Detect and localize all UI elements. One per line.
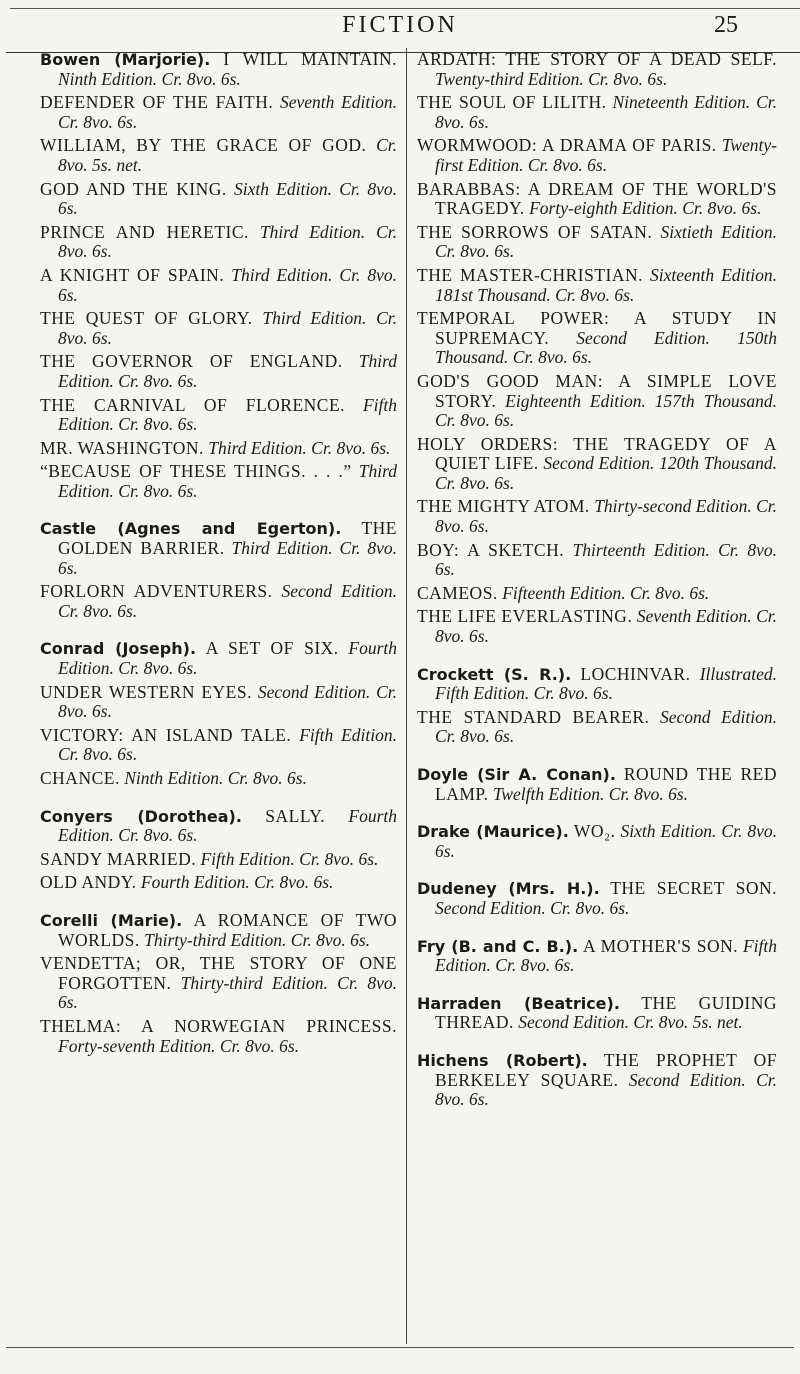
author-block — [417, 665, 777, 747]
author-name: Corelli (Marie). — [40, 910, 183, 930]
catalogue-entry — [40, 769, 397, 789]
author-block — [417, 879, 777, 918]
book-title: THE STANDARD BEARER. — [417, 706, 650, 727]
author-block — [417, 994, 777, 1033]
catalogue-entry — [40, 50, 397, 89]
catalogue-entry — [40, 726, 397, 765]
catalogue-entry — [417, 223, 777, 262]
catalogue-entry — [40, 582, 397, 621]
running-head: FICTION — [342, 12, 458, 38]
author-block — [417, 765, 777, 804]
catalogue-entry — [417, 180, 777, 219]
catalogue-entry — [40, 266, 397, 305]
book-title: SANDY MARRIED. — [40, 848, 197, 869]
edition-details: Thirty-third Edition. Cr. 8vo. 6s. — [58, 972, 397, 1013]
edition-details: Forty-eighth Edition. Cr. 8vo. 6s. — [529, 198, 762, 219]
catalogue-entry — [40, 807, 397, 846]
book-title: ROUND THE RED LAMP. — [435, 764, 778, 804]
edition-details: Eighteenth Edition. 157th Thousand. Cr. 8vo. 6s. — [435, 390, 777, 431]
book-title: THE GUIDING THREAD. — [435, 992, 777, 1033]
left-column — [40, 50, 397, 1060]
book-title: BARABBAS: A DREAM OF THE WORLD'S TRAGEDY. — [417, 178, 777, 219]
catalogue-entry — [417, 497, 777, 536]
book-title: FORLORN ADVENTURERS. — [40, 581, 273, 602]
author-name: Doyle (Sir A. Conan). — [417, 765, 616, 784]
edition-details: Fifteenth Edition. Cr. 8vo. 6s. — [502, 582, 710, 603]
book-title: A KNIGHT OF SPAIN. — [40, 264, 225, 285]
edition-details: Ninth Edition. Cr. 8vo. 6s. — [58, 68, 241, 89]
author-name: Conrad (Joseph). — [40, 639, 197, 659]
book-title: OLD ANDY. — [40, 872, 137, 893]
book-title: WO₂. — [573, 821, 616, 842]
edition-details: Seventh Edition. Cr. 8vo. 6s. — [58, 92, 398, 132]
catalogue-entry — [417, 879, 777, 918]
edition-details: Twenty-first Edition. Cr. 8vo. 6s. — [435, 135, 777, 175]
book-title: A MOTHER'S SON. — [583, 935, 739, 956]
edition-details: Thirty-third Edition. Cr. 8vo. 6s. — [144, 929, 371, 950]
author-name: Fry (B. and C. B.). — [417, 936, 579, 956]
author-name: Hichens (Robert). — [417, 1050, 588, 1070]
book-title: GOD'S GOOD MAN: A SIMPLE LOVE STORY. — [417, 370, 777, 411]
author-block — [417, 937, 777, 976]
author-block — [40, 639, 397, 788]
book-title: CHANCE. — [40, 768, 120, 788]
edition-details: Fifth Edition. Cr. 8vo. 6s. — [58, 394, 398, 435]
page-number: 25 — [714, 12, 738, 38]
book-title: THE SECRET SON. — [610, 878, 778, 899]
book-title: LOCHINVAR. — [580, 663, 691, 684]
edition-details: Second Edition. Cr. 8vo. 6s. — [435, 897, 630, 918]
book-title: BOY: A SKETCH. — [417, 539, 565, 560]
book-title: GOD AND THE KING. — [40, 178, 227, 199]
edition-details: Second Edition. 120th Thousand. Cr. 8vo. 6s. — [435, 453, 778, 493]
catalogue-entry — [417, 372, 777, 431]
book-title: DEFENDER OF THE FAITH. — [40, 92, 274, 113]
book-title: THE QUEST OF GLORY. — [40, 308, 253, 329]
edition-details: Seventh Edition. Cr. 8vo. 6s. — [435, 606, 777, 647]
book-title: THE SORROWS OF SATAN. — [417, 221, 653, 242]
edition-details: Fourth Edition. Cr. 8vo. 6s. — [58, 805, 398, 846]
book-title: THE GOLDEN BARRIER. — [58, 518, 398, 559]
book-title: A SET OF SIX. — [205, 638, 339, 659]
book-title: CAMEOS. — [417, 582, 498, 603]
edition-details: Twenty-third Edition. Cr. 8vo. 6s. — [435, 68, 668, 89]
author-block — [40, 807, 397, 893]
catalogue-entry — [40, 396, 397, 435]
book-title: THE PROPHET OF BERKELEY SQUARE. — [435, 1049, 777, 1090]
book-title: PRINCE AND HERETIC. — [40, 221, 249, 242]
catalogue-entry — [417, 136, 777, 175]
edition-details: Second Edition. Cr. 8vo. 6s. — [58, 581, 397, 621]
edition-details: Sixth Edition. Cr. 8vo. 6s. — [58, 178, 398, 219]
edition-details: Third Edition. Cr. 8vo. 6s. — [58, 351, 397, 391]
edition-details: Third Edition. Cr. 8vo. 6s. — [58, 461, 398, 501]
edition-details: Third Edition. Cr. 8vo. 6s. — [58, 538, 398, 578]
page-header — [0, 12, 800, 42]
book-title: WILLIAM, BY THE GRACE OF GOD. — [40, 135, 367, 156]
catalogue-entry — [40, 462, 397, 501]
author-name: Bowen (Marjorie). — [40, 50, 211, 69]
edition-details: Ninth Edition. Cr. 8vo. 6s. — [124, 768, 307, 788]
author-name: Harraden (Beatrice). — [417, 993, 620, 1013]
catalogue-entry — [417, 937, 777, 976]
catalogue-entry — [40, 136, 397, 175]
book-title: I WILL MAINTAIN. — [223, 49, 397, 69]
book-title: THE MASTER-CHRISTIAN. — [417, 264, 644, 285]
author-name: Drake (Maurice). — [417, 822, 569, 842]
catalogue-entry — [40, 439, 397, 459]
edition-details: Second Edition. Cr. 8vo. 6s. — [435, 1069, 778, 1110]
catalogue-entry — [40, 954, 397, 1013]
author-block — [40, 911, 397, 1056]
edition-details: Forty-seventh Edition. Cr. 8vo. 6s. — [58, 1035, 300, 1056]
author-name: Conyers (Dorothea). — [40, 806, 242, 826]
catalogue-entry — [40, 873, 397, 893]
top-rule — [10, 8, 800, 9]
edition-details: Nineteenth Edition. Cr. 8vo. 6s. — [435, 92, 777, 132]
edition-details: Sixteenth Edition. 181st Thousand. Cr. 8vo. 6s. — [435, 264, 777, 305]
book-title: ARDATH: THE STORY OF A DEAD SELF. — [417, 49, 777, 69]
edition-details: Third Edition. Cr. 8vo. 6s. — [58, 308, 398, 348]
edition-details: Fourth Edition. Cr. 8vo. 6s. — [58, 638, 397, 679]
edition-details: Illustrated. Fifth Edition. Cr. 8vo. 6s. — [435, 663, 778, 704]
book-title: THE SOUL OF LILITH. — [417, 92, 607, 113]
catalogue-entry — [417, 584, 777, 604]
edition-details: Second Edition. Cr. 8vo. 6s. — [435, 706, 777, 747]
edition-details: Third Edition. Cr. 8vo. 6s. — [58, 264, 398, 305]
catalogue-entry — [417, 435, 777, 494]
book-title: HOLY ORDERS: THE TRAGEDY OF A QUIET LIFE. — [417, 433, 777, 474]
book-title: WORMWOOD: A DRAMA OF PARIS. — [417, 135, 717, 156]
catalogue-entry — [40, 1017, 397, 1056]
catalogue-entry — [417, 50, 777, 89]
edition-details: Second Edition. Cr. 8vo. 5s. net. — [518, 1012, 743, 1033]
edition-details: Sixth Edition. Cr. 8vo. 6s. — [435, 821, 778, 861]
author-block — [417, 822, 777, 861]
catalogue-entry — [417, 708, 777, 747]
edition-details: Second Edition. Cr. 8vo. 6s. — [58, 681, 397, 722]
catalogue-entry — [417, 309, 777, 368]
book-title: A ROMANCE OF TWO WORLDS. — [58, 909, 397, 950]
book-title: THE MIGHTY ATOM. — [417, 496, 590, 517]
edition-details: Second Edition. 150th Thousand. Cr. 8vo. 6s. — [435, 327, 777, 368]
edition-details: Twelfth Edition. Cr. 8vo. 6s. — [492, 783, 689, 804]
catalogue-entry — [417, 822, 777, 861]
book-title: THE LIFE EVERLASTING. — [417, 606, 633, 627]
catalogue-entry — [40, 352, 397, 391]
book-title: THELMA: A NORWEGIAN PRINCESS. — [40, 1015, 397, 1036]
catalogue-entry — [417, 665, 777, 704]
catalogue-entry — [417, 266, 777, 305]
edition-details: Third Edition. Cr. 8vo. 6s. — [208, 437, 391, 458]
edition-details: Fifth Edition. Cr. 8vo. 6s. — [435, 935, 778, 976]
catalogue-entry — [40, 223, 397, 262]
author-block — [417, 1051, 777, 1110]
author-block — [40, 519, 397, 621]
column-divider — [406, 48, 407, 1344]
book-title: VICTORY: AN ISLAND TALE. — [40, 724, 292, 745]
bottom-rule — [6, 1347, 794, 1348]
author-name: Dudeney (Mrs. H.). — [417, 879, 600, 899]
author-name: Castle (Agnes and Egerton). — [40, 519, 342, 539]
catalogue-entry — [417, 607, 777, 646]
edition-details: Sixtieth Edition. Cr. 8vo. 6s. — [435, 221, 777, 262]
edition-details: Third Edition. Cr. 8vo. 6s. — [58, 221, 398, 262]
catalogue-entry — [40, 519, 397, 578]
right-column — [417, 50, 777, 1114]
catalogue-entry — [40, 683, 397, 722]
edition-details: Cr. 8vo. 5s. net. — [58, 135, 397, 175]
book-title: MR. WASHINGTON. — [40, 437, 204, 458]
catalogue-entry — [417, 1051, 777, 1110]
author-name: Crockett (S. R.). — [417, 664, 572, 684]
edition-details: Thirteenth Edition. Cr. 8vo. 6s. — [435, 539, 778, 580]
catalogue-entry — [417, 994, 777, 1033]
edition-details: Fourth Edition. Cr. 8vo. 6s. — [140, 872, 334, 893]
catalogue-entry — [40, 180, 397, 219]
book-title: TEMPORAL POWER: A STUDY IN SUPREMACY. — [417, 308, 777, 348]
edition-details: Fifth Edition. Cr. 8vo. 6s. — [58, 724, 398, 765]
book-title: “BECAUSE OF THESE THINGS. . . .” — [40, 461, 352, 482]
catalogue-entry — [417, 541, 777, 580]
book-title: THE CARNIVAL OF FLORENCE. — [40, 394, 346, 415]
catalogue-entry — [40, 309, 397, 348]
catalogue-entry — [40, 639, 397, 678]
catalogue-entry — [40, 911, 397, 950]
author-block — [40, 50, 397, 501]
catalogue-entry — [417, 765, 777, 804]
book-title: THE GOVERNOR OF ENGLAND. — [40, 351, 343, 372]
book-title: UNDER WESTERN EYES. — [40, 681, 252, 702]
catalogue-entry — [40, 850, 397, 870]
catalogue-entry — [417, 93, 777, 132]
edition-details: Fifth Edition. Cr. 8vo. 6s. — [200, 848, 379, 869]
catalogue-entry — [40, 93, 397, 132]
book-title: VENDETTA; OR, THE STORY OF ONE FORGOTTEN. — [40, 953, 397, 993]
author-block — [417, 50, 777, 647]
book-title: SALLY. — [265, 805, 326, 826]
edition-details: Thirty-second Edition. Cr. 8vo. 6s. — [435, 496, 777, 537]
